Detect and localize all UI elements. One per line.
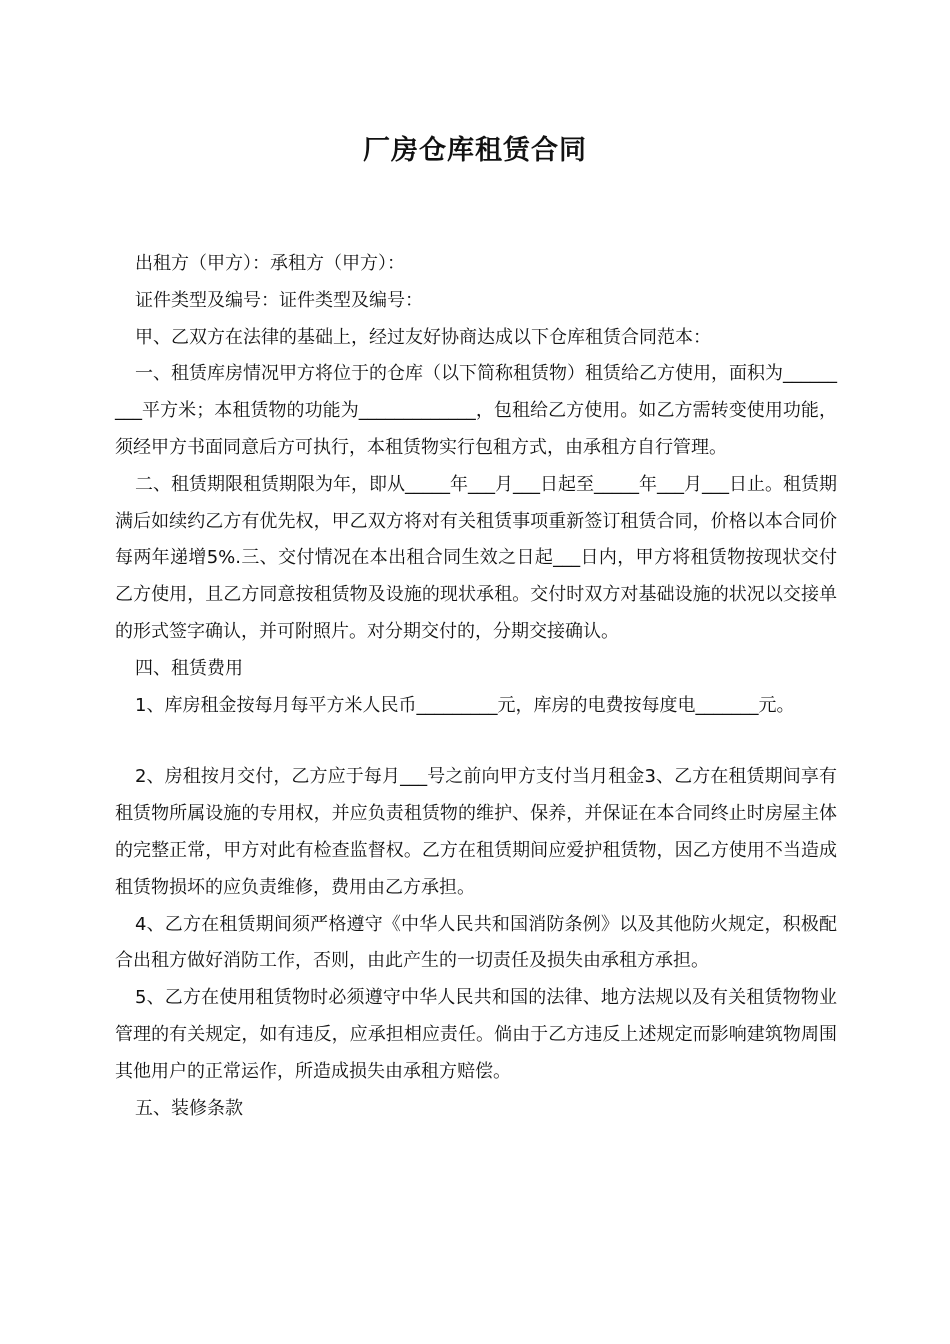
paragraph-preamble: 甲、乙双方在法律的基础上，经过友好协商达成以下仓库租赁合同范本： — [135, 326, 711, 348]
paragraph-clause-4-4: 4、乙方在租赁期间须严格遵守《中华人民共和国消防条例》以及其他防火规定，积极配合出租方做好消防工作，否则，由此产生的一切责任及损失由承租方承担。 — [115, 913, 837, 972]
paragraph-id-type: 证件类型及编号：证件类型及编号： — [135, 289, 423, 311]
paragraph-clause-4-1: 1、库房租金按每月每平方米人民币_________元，库房的电费按每度电_______元。 — [135, 694, 795, 716]
paragraph-clause-4-2: 2、房租按月交付，乙方应于每月___号之前向甲方支付当月租金3、乙方在租赁期间享有租赁物所属设施的专用权，并应负责租赁物的维护、保养，并保证在本合同终止时房屋主体的完整正常，甲方对此有检查监督权。乙方在租赁期间应爱护租赁物，因乙方使用不当造成租赁物损坏的应负责维修，费用由乙方承担。 — [115, 766, 837, 898]
document-title: 厂房仓库租赁合同 — [363, 135, 587, 166]
paragraph-section-2-3: 二、租赁期限租赁期限为年，即从_____年___月___日起至_____年___月___日止。租赁期满后如续约乙方有优先权，甲乙双方将对有关租赁事项重新签订租赁合同，价格以本合同价每两年递增5%.三、交付情况在本出租合同生效之日起___日内，甲方将租赁物按现状交付乙方使用，且乙方同意按租赁物及设施的现状承租。交付时双方对基础设施的状况以交接单的形式签字确认，并可附照片。对分期交付的，分期交接确认。 — [115, 473, 837, 642]
paragraph-section-1: 一、租赁库房情况甲方将位于的仓库（以下简称租赁物）租赁给乙方使用，面积为_________平方米；本租赁物的功能为_____________，包租给乙方使用。如乙方需转变使用功能，须经甲方书面同意后方可执行，本租赁物实行包租方式，由承租方自行管理。 — [115, 363, 837, 458]
paragraph-clause-4-5: 5、乙方在使用租赁物时必须遵守中华人民共和国的法律、地方法规以及有关租赁物物业管理的有关规定，如有违反，应承担相应责任。倘由于乙方违反上述规定而影响建筑物周围其他用户的正常运作，所造成损失由承租方赔偿。 — [115, 987, 837, 1082]
paragraph-section-5-heading: 五、装修条款 — [135, 1097, 243, 1119]
document-body — [115, 246, 837, 1127]
paragraph-parties: 出租方（甲方）：承租方（甲方）： — [135, 253, 405, 274]
paragraph-section-4-heading: 四、租赁费用 — [135, 657, 243, 679]
